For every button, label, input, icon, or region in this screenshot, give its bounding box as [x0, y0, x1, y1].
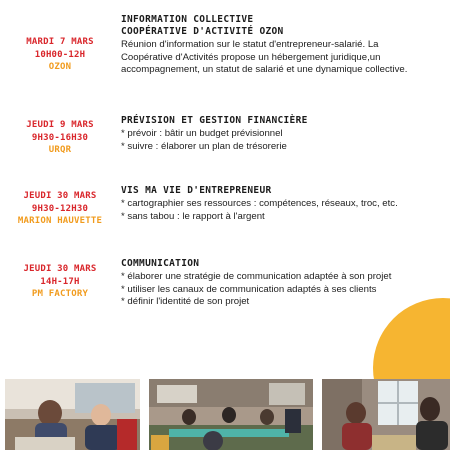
- event-meta: [2, 263, 118, 301]
- workshop-photo-2-image: [149, 379, 313, 450]
- event-time: 14H-17H: [40, 276, 80, 287]
- event-title: INFORMATION COLLECTIVE: [121, 14, 254, 25]
- event-content: [121, 185, 447, 223]
- description-line: * utiliser les canaux de communication adaptés à ses clients: [121, 283, 377, 295]
- event-place: MARION HAUVETTE: [17, 216, 103, 226]
- photo-strip: [0, 379, 450, 450]
- description-line: * suivre : élaborer un plan de trésorerie: [121, 140, 287, 152]
- event-date: JEUDI 30 MARS: [23, 191, 97, 201]
- description-line: * élaborer une stratégie de communication adaptée à son projet: [121, 271, 392, 282]
- event-meta: [2, 190, 118, 228]
- event-description: [121, 128, 447, 153]
- event-subtitle: COOPÉRATIVE D'ACTIVITÉ OZON: [121, 26, 284, 37]
- workshop-photo-3-image: [322, 379, 450, 450]
- description-line: accompagnement, un statut de salarié et une dynamique collective.: [121, 64, 408, 76]
- workshop-photo-3: [322, 379, 450, 450]
- description-line: Coopérative d'Activités propose un hébergement juridique,un: [121, 51, 381, 63]
- event-time: 9H30-16H30: [31, 132, 89, 143]
- description-line: * sans tabou : le rapport à l'argent: [121, 210, 265, 222]
- description-line: * définir l'identité de son projet: [121, 296, 250, 308]
- event-time: 10H00-12H: [34, 49, 86, 60]
- description-line: * cartographier ses ressources : compétences, réseaux, troc, etc.: [121, 198, 398, 209]
- event-title: PRÉVISION ET GESTION FINANCIÈRE: [121, 115, 308, 126]
- workshop-photo-2: [149, 379, 313, 450]
- description-line: Réunion d'information sur le statut d'entrepreneur-salarié. La: [121, 39, 379, 50]
- event-time: 9H30-12H30: [31, 203, 89, 214]
- event-meta: [2, 36, 118, 74]
- event-place: URQR: [48, 145, 72, 155]
- event-description: [121, 271, 447, 309]
- event-description: [121, 198, 447, 223]
- event-date: JEUDI 9 MARS: [26, 120, 94, 130]
- workshop-photo-1-image: [5, 379, 140, 450]
- event-meta: [2, 119, 118, 157]
- event-content: [121, 14, 447, 77]
- event-description: [121, 39, 447, 77]
- event-title: COMMUNICATION: [121, 258, 200, 269]
- event-place: PM FACTORY: [31, 289, 89, 299]
- event-content: [121, 258, 447, 309]
- event-date: JEUDI 30 MARS: [23, 264, 97, 274]
- event-place: OZON: [48, 62, 72, 72]
- event-content: [121, 115, 447, 153]
- workshop-photo-1: [5, 379, 140, 450]
- event-title: VIS MA VIE D'ENTREPRENEUR: [121, 185, 272, 196]
- description-line: * prévoir : bâtir un budget prévisionnel: [121, 128, 283, 139]
- event-date: MARDI 7 MARS: [26, 37, 94, 47]
